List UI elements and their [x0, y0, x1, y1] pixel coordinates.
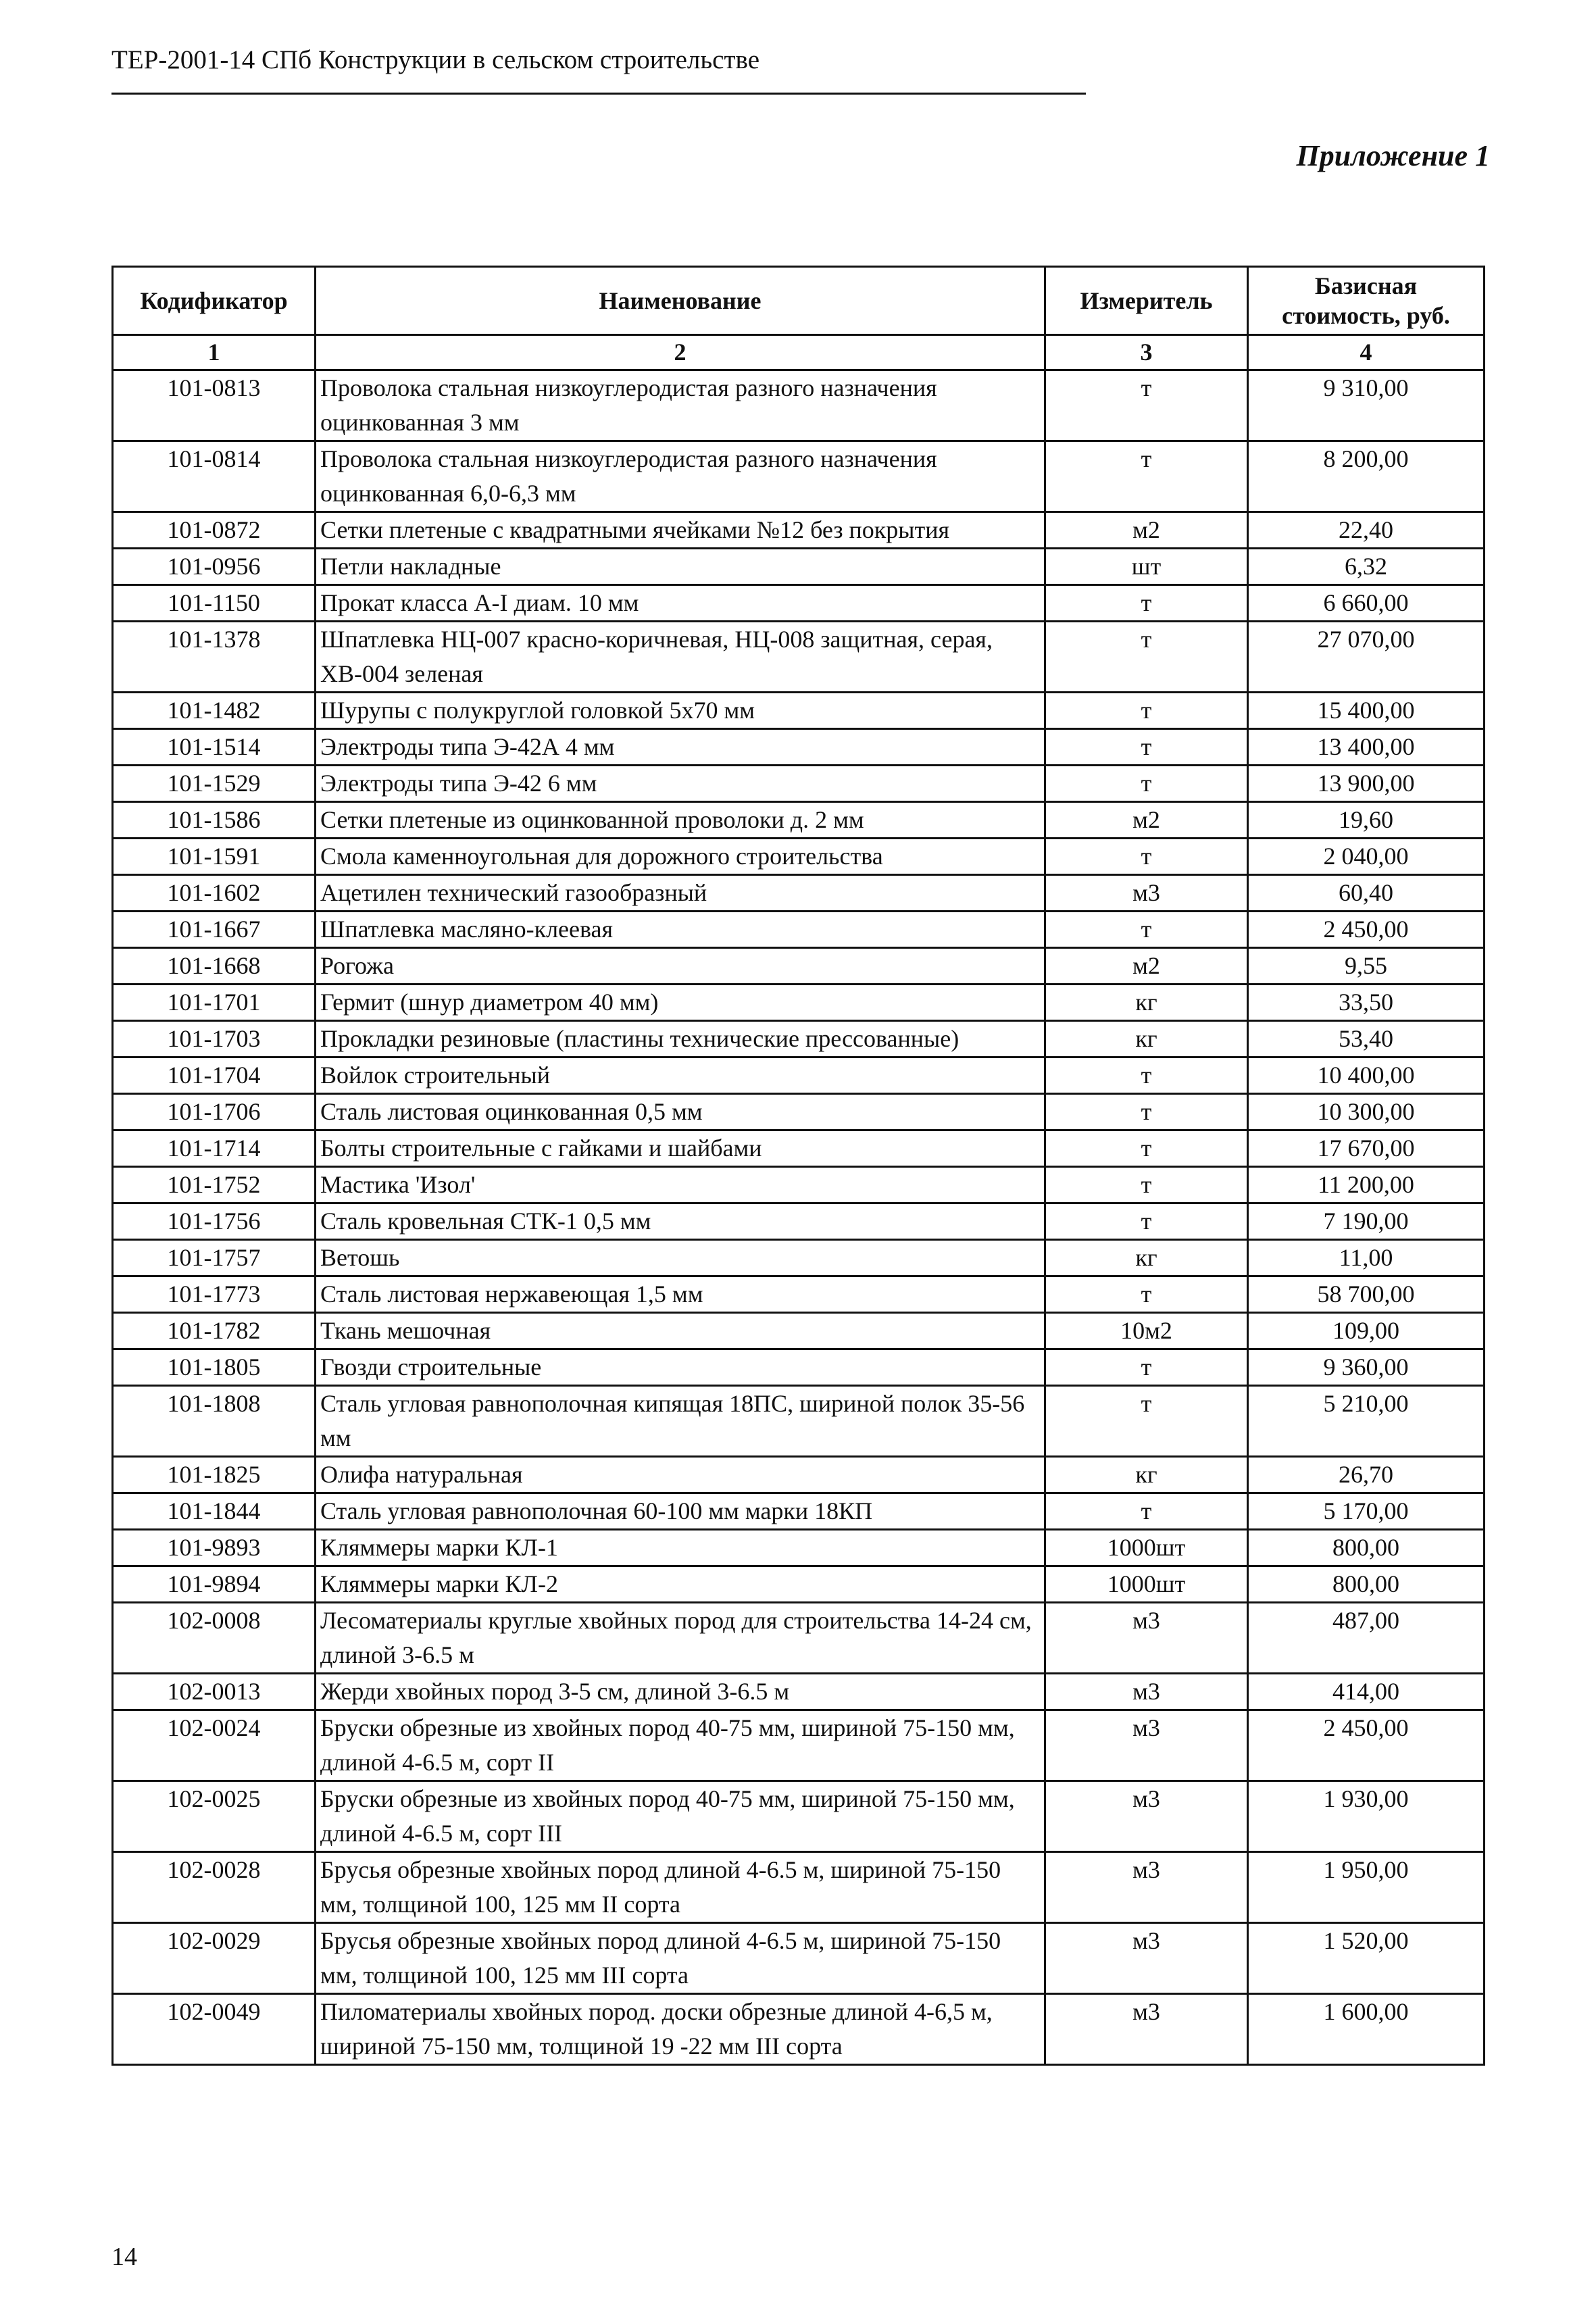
row-price: 800,00 [1248, 1566, 1485, 1603]
table-row [113, 1057, 1485, 1094]
row-code: 102-0028 [113, 1852, 316, 1923]
row-name: Шурупы с полукруглой головкой 5х70 мм [316, 693, 1045, 729]
table-row [113, 729, 1485, 766]
table-row [113, 985, 1485, 1021]
row-unit: т [1045, 729, 1248, 766]
row-unit: т [1045, 839, 1248, 875]
row-code: 101-1514 [113, 729, 316, 766]
row-code: 101-1706 [113, 1094, 316, 1130]
row-price: 15 400,00 [1248, 693, 1485, 729]
table-row [113, 549, 1485, 585]
row-price: 33,50 [1248, 985, 1485, 1021]
row-name: Ветошь [316, 1240, 1045, 1276]
row-unit: кг [1045, 1457, 1248, 1493]
table-row [113, 839, 1485, 875]
row-unit: т [1045, 912, 1248, 948]
row-unit: т [1045, 622, 1248, 693]
row-price: 9 310,00 [1248, 370, 1485, 441]
row-name: Болты строительные с гайками и шайбами [316, 1130, 1045, 1167]
row-code: 101-1482 [113, 693, 316, 729]
column-header-price: Базисная стоимость, руб. [1248, 267, 1485, 335]
column-number-row [113, 335, 1485, 370]
row-code: 101-1825 [113, 1457, 316, 1493]
row-unit: т [1045, 1057, 1248, 1094]
row-code: 102-0049 [113, 1994, 316, 2065]
row-unit: т [1045, 1130, 1248, 1167]
row-code: 101-0813 [113, 370, 316, 441]
row-code: 101-9894 [113, 1566, 316, 1603]
row-code: 101-1701 [113, 985, 316, 1021]
row-unit: т [1045, 1094, 1248, 1130]
row-name: Брусья обрезные хвойных пород длиной 4-6.5 м, шириной 75-150 мм, толщиной 100, 125 мм III сорта [316, 1923, 1045, 1994]
table-row [113, 1530, 1485, 1566]
row-name: Сетки плетеные с квадратными ячейками №12 без покрытия [316, 512, 1045, 549]
row-unit: м3 [1045, 1923, 1248, 1994]
row-price: 60,40 [1248, 875, 1485, 912]
row-name: Брусья обрезные хвойных пород длиной 4-6.5 м, шириной 75-150 мм, толщиной 100, 125 мм II сорта [316, 1852, 1045, 1923]
row-unit: м3 [1045, 1674, 1248, 1710]
column-number: 3 [1045, 335, 1248, 370]
row-unit: м3 [1045, 1603, 1248, 1674]
table-row [113, 1203, 1485, 1240]
table-row [113, 1021, 1485, 1057]
table-row [113, 948, 1485, 985]
table-row [113, 1923, 1485, 1994]
row-name: Рогожа [316, 948, 1045, 985]
column-number: 4 [1248, 335, 1485, 370]
table-row [113, 1994, 1485, 2065]
row-price: 8 200,00 [1248, 441, 1485, 512]
row-name: Кляммеры марки КЛ-2 [316, 1566, 1045, 1603]
row-name: Сталь листовая оцинкованная 0,5 мм [316, 1094, 1045, 1130]
row-price: 11,00 [1248, 1240, 1485, 1276]
row-name: Бруски обрезные из хвойных пород 40-75 мм, шириной 75-150 мм, длиной 4-6.5 м, сорт III [316, 1781, 1045, 1852]
column-number: 1 [113, 335, 316, 370]
row-unit: м3 [1045, 1781, 1248, 1852]
row-price: 6,32 [1248, 549, 1485, 585]
row-name: Пиломатериалы хвойных пород. доски обрезные длиной 4-6,5 м, шириной 75-150 мм, толщиной 19 -22 мм III сорта [316, 1994, 1045, 2065]
row-unit: м3 [1045, 875, 1248, 912]
row-code: 102-0008 [113, 1603, 316, 1674]
row-name: Гвозди строительные [316, 1349, 1045, 1386]
row-price: 1 520,00 [1248, 1923, 1485, 1994]
row-name: Сталь угловая равнополочная кипящая 18ПС, шириной полок 35-56 мм [316, 1386, 1045, 1457]
table-row [113, 1852, 1485, 1923]
row-name: Электроды типа Э-42А 4 мм [316, 729, 1045, 766]
row-code: 102-0024 [113, 1710, 316, 1781]
table-row [113, 370, 1485, 441]
row-name: Войлок строительный [316, 1057, 1045, 1094]
row-code: 101-1586 [113, 802, 316, 839]
column-header-unit: Измеритель [1045, 267, 1248, 335]
row-name: Лесоматериалы круглые хвойных пород для строительства 14-24 см, длиной 3-6.5 м [316, 1603, 1045, 1674]
row-price: 5 170,00 [1248, 1493, 1485, 1530]
row-unit: кг [1045, 985, 1248, 1021]
table-header-row [113, 267, 1485, 335]
document-title: ТЕР-2001-14 СПб Конструкции в сельском строительстве [111, 45, 760, 74]
row-unit: 10м2 [1045, 1313, 1248, 1349]
row-name: Сталь кровельная СТК-1 0,5 мм [316, 1203, 1045, 1240]
row-unit: м3 [1045, 1852, 1248, 1923]
row-price: 13 400,00 [1248, 729, 1485, 766]
row-name: Прокладки резиновые (пластины технические прессованные) [316, 1021, 1045, 1057]
row-price: 487,00 [1248, 1603, 1485, 1674]
row-price: 1 950,00 [1248, 1852, 1485, 1923]
row-price: 53,40 [1248, 1021, 1485, 1057]
appendix-label: Приложение 1 [1296, 139, 1490, 172]
row-unit: кг [1045, 1021, 1248, 1057]
row-unit: т [1045, 766, 1248, 802]
table-row [113, 1710, 1485, 1781]
table-row [113, 1094, 1485, 1130]
row-price: 9 360,00 [1248, 1349, 1485, 1386]
row-unit: м2 [1045, 948, 1248, 985]
row-unit: т [1045, 1167, 1248, 1203]
row-price: 26,70 [1248, 1457, 1485, 1493]
row-code: 101-1756 [113, 1203, 316, 1240]
page-number: 14 [111, 2243, 137, 2271]
row-code: 101-1602 [113, 875, 316, 912]
row-price: 27 070,00 [1248, 622, 1485, 693]
table-row [113, 875, 1485, 912]
row-unit: т [1045, 441, 1248, 512]
row-price: 10 300,00 [1248, 1094, 1485, 1130]
row-name: Сетки плетеные из оцинкованной проволоки д. 2 мм [316, 802, 1045, 839]
row-code: 101-1668 [113, 948, 316, 985]
row-price: 1 930,00 [1248, 1781, 1485, 1852]
row-code: 101-1704 [113, 1057, 316, 1094]
row-name: Ацетилен технический газообразный [316, 875, 1045, 912]
table-row [113, 1493, 1485, 1530]
row-price: 2 040,00 [1248, 839, 1485, 875]
row-code: 102-0029 [113, 1923, 316, 1994]
row-price: 11 200,00 [1248, 1167, 1485, 1203]
table-body [113, 370, 1485, 2065]
row-name: Электроды типа Э-42 6 мм [316, 766, 1045, 802]
row-unit: 1000шт [1045, 1530, 1248, 1566]
row-price: 10 400,00 [1248, 1057, 1485, 1094]
row-code: 101-1844 [113, 1493, 316, 1530]
row-name: Ткань мешочная [316, 1313, 1045, 1349]
row-name: Шпатлевка масляно-клеевая [316, 912, 1045, 948]
row-unit: шт [1045, 549, 1248, 585]
row-unit: м2 [1045, 512, 1248, 549]
row-code: 101-1752 [113, 1167, 316, 1203]
row-code: 101-1773 [113, 1276, 316, 1313]
row-price: 2 450,00 [1248, 912, 1485, 948]
row-name: Смола каменноугольная для дорожного строительства [316, 839, 1045, 875]
row-unit: т [1045, 1386, 1248, 1457]
row-unit: м2 [1045, 802, 1248, 839]
row-code: 101-0956 [113, 549, 316, 585]
row-unit: т [1045, 585, 1248, 622]
row-code: 101-1529 [113, 766, 316, 802]
row-name: Гермит (шнур диаметром 40 мм) [316, 985, 1045, 1021]
row-code: 101-0814 [113, 441, 316, 512]
row-code: 101-1757 [113, 1240, 316, 1276]
table-row [113, 1349, 1485, 1386]
row-name: Шпатлевка НЦ-007 красно-коричневая, НЦ-008 защитная, серая, ХВ-004 зеленая [316, 622, 1045, 693]
table-row [113, 441, 1485, 512]
table-row [113, 912, 1485, 948]
row-price: 19,60 [1248, 802, 1485, 839]
table-row [113, 622, 1485, 693]
row-code: 101-9893 [113, 1530, 316, 1566]
table-row [113, 1240, 1485, 1276]
row-unit: т [1045, 1203, 1248, 1240]
table-row [113, 1386, 1485, 1457]
row-name: Сталь угловая равнополочная 60-100 мм марки 18КП [316, 1493, 1045, 1530]
column-header-code: Кодификатор [113, 267, 316, 335]
row-price: 800,00 [1248, 1530, 1485, 1566]
row-price: 17 670,00 [1248, 1130, 1485, 1167]
table-row [113, 1674, 1485, 1710]
table-row [113, 585, 1485, 622]
row-code: 102-0025 [113, 1781, 316, 1852]
row-price: 13 900,00 [1248, 766, 1485, 802]
row-name: Прокат класса А-I диам. 10 мм [316, 585, 1045, 622]
row-price: 109,00 [1248, 1313, 1485, 1349]
table-row [113, 1130, 1485, 1167]
row-name: Петли накладные [316, 549, 1045, 585]
row-code: 101-1591 [113, 839, 316, 875]
table-row [113, 693, 1485, 729]
row-name: Сталь листовая нержавеющая 1,5 мм [316, 1276, 1045, 1313]
header-divider [111, 93, 1086, 95]
row-unit: т [1045, 693, 1248, 729]
row-unit: т [1045, 370, 1248, 441]
row-name: Бруски обрезные из хвойных пород 40-75 мм, шириной 75-150 мм, длиной 4-6.5 м, сорт II [316, 1710, 1045, 1781]
row-unit: м3 [1045, 1994, 1248, 2065]
row-price: 9,55 [1248, 948, 1485, 985]
row-code: 101-1782 [113, 1313, 316, 1349]
row-price: 5 210,00 [1248, 1386, 1485, 1457]
table-row [113, 1781, 1485, 1852]
row-code: 101-1703 [113, 1021, 316, 1057]
column-number: 2 [316, 335, 1045, 370]
table-row [113, 512, 1485, 549]
table-row [113, 1276, 1485, 1313]
row-code: 101-1150 [113, 585, 316, 622]
row-code: 101-1805 [113, 1349, 316, 1386]
row-unit: 1000шт [1045, 1566, 1248, 1603]
table-row [113, 1603, 1485, 1674]
column-header-name: Наименование [316, 267, 1045, 335]
row-code: 101-1714 [113, 1130, 316, 1167]
row-price: 2 450,00 [1248, 1710, 1485, 1781]
price-table [111, 266, 1485, 2066]
row-name: Проволока стальная низкоуглеродистая разного назначения оцинкованная 3 мм [316, 370, 1045, 441]
row-unit: т [1045, 1349, 1248, 1386]
row-name: Кляммеры марки КЛ-1 [316, 1530, 1045, 1566]
row-price: 6 660,00 [1248, 585, 1485, 622]
row-unit: т [1045, 1276, 1248, 1313]
row-code: 101-1378 [113, 622, 316, 693]
row-price: 22,40 [1248, 512, 1485, 549]
table-row [113, 802, 1485, 839]
row-unit: м3 [1045, 1710, 1248, 1781]
row-name: Мастика 'Изол' [316, 1167, 1045, 1203]
row-code: 102-0013 [113, 1674, 316, 1710]
row-unit: т [1045, 1493, 1248, 1530]
row-name: Жерди хвойных пород 3-5 см, длиной 3-6.5 м [316, 1674, 1045, 1710]
row-name: Олифа натуральная [316, 1457, 1045, 1493]
row-price: 1 600,00 [1248, 1994, 1485, 2065]
table-row [113, 766, 1485, 802]
row-code: 101-1808 [113, 1386, 316, 1457]
row-price: 58 700,00 [1248, 1276, 1485, 1313]
row-price: 414,00 [1248, 1674, 1485, 1710]
table-row [113, 1313, 1485, 1349]
row-price: 7 190,00 [1248, 1203, 1485, 1240]
row-code: 101-0872 [113, 512, 316, 549]
table-row [113, 1167, 1485, 1203]
table-row [113, 1566, 1485, 1603]
row-name: Проволока стальная низкоуглеродистая разного назначения оцинкованная 6,0-6,3 мм [316, 441, 1045, 512]
row-unit: кг [1045, 1240, 1248, 1276]
row-code: 101-1667 [113, 912, 316, 948]
table-row [113, 1457, 1485, 1493]
